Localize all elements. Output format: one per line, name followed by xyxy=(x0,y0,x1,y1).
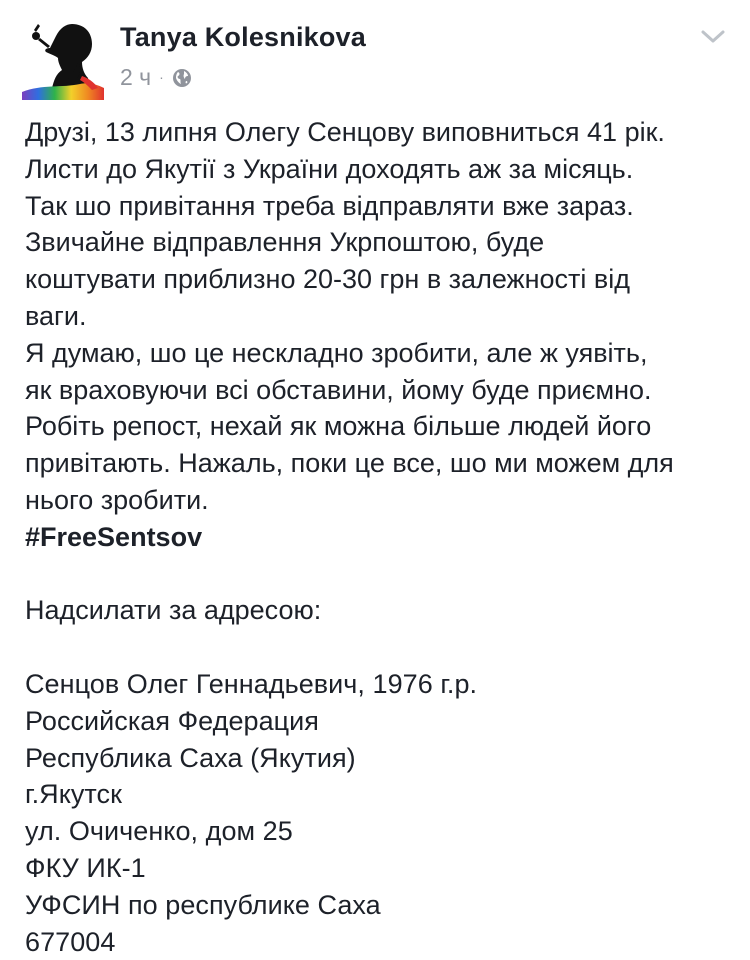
post-meta xyxy=(120,63,192,91)
post-text-line: ваги. xyxy=(25,300,87,331)
post-text-line: Так шо привітання треба відправляти вже зараз. xyxy=(25,190,634,221)
post-text-line: Звичайне відправлення Укрпоштою, буде xyxy=(25,227,545,258)
avatar-image xyxy=(22,18,104,100)
avatar[interactable] xyxy=(22,18,104,100)
address-line: УФСИН по республике Саха xyxy=(25,889,381,920)
post-text xyxy=(25,114,740,960)
post-text-line: як враховуючи всі обставини, йому буде приємно. xyxy=(25,374,652,405)
author-name[interactable]: Tanya Kolesnikova xyxy=(120,22,366,52)
address-line: Российская Федерация xyxy=(25,705,319,736)
address-line: Республика Саха (Якутия) xyxy=(25,742,356,773)
post-text-line: Я думаю, шо це нескладно зробити, але ж уявіть, xyxy=(25,337,648,368)
address-line: Сенцов Олег Геннадьевич, 1976 г.р. xyxy=(25,668,478,699)
address-line: ФКУ ИК-1 xyxy=(25,852,146,883)
address-line: ул. Очиченко, дом 25 xyxy=(25,816,293,847)
post-text-line: Друзі, 13 липня Олегу Сенцову виповниться 41 рік. xyxy=(25,117,665,147)
address-line: 677004 xyxy=(25,926,116,957)
meta-separator: · xyxy=(159,69,164,85)
address-block xyxy=(25,666,740,960)
globe-icon[interactable] xyxy=(172,67,192,87)
chevron-down-icon[interactable] xyxy=(700,28,726,46)
post-text-line: Робіть репост, нехай як можна більше людей його xyxy=(25,411,652,442)
post-text-line: нього зробити. xyxy=(25,484,209,515)
post-text-line: привітають. Нажаль, поки це все, шо ми можем для xyxy=(25,448,674,479)
post-text-line: коштувати приблизно 20-30 грн в залежності від xyxy=(25,264,630,295)
spacer xyxy=(25,556,740,593)
post-header xyxy=(0,0,750,108)
address-intro: Надсилати за адресою: xyxy=(25,595,322,626)
post-text-line: Листи до Якутії з України доходять аж за місяць. xyxy=(25,153,634,184)
address-line: г.Якутск xyxy=(25,779,122,810)
timestamp[interactable]: 2 ч xyxy=(120,63,152,90)
spacer xyxy=(25,629,740,666)
hashtag-link[interactable]: #FreeSentsov xyxy=(25,521,203,552)
